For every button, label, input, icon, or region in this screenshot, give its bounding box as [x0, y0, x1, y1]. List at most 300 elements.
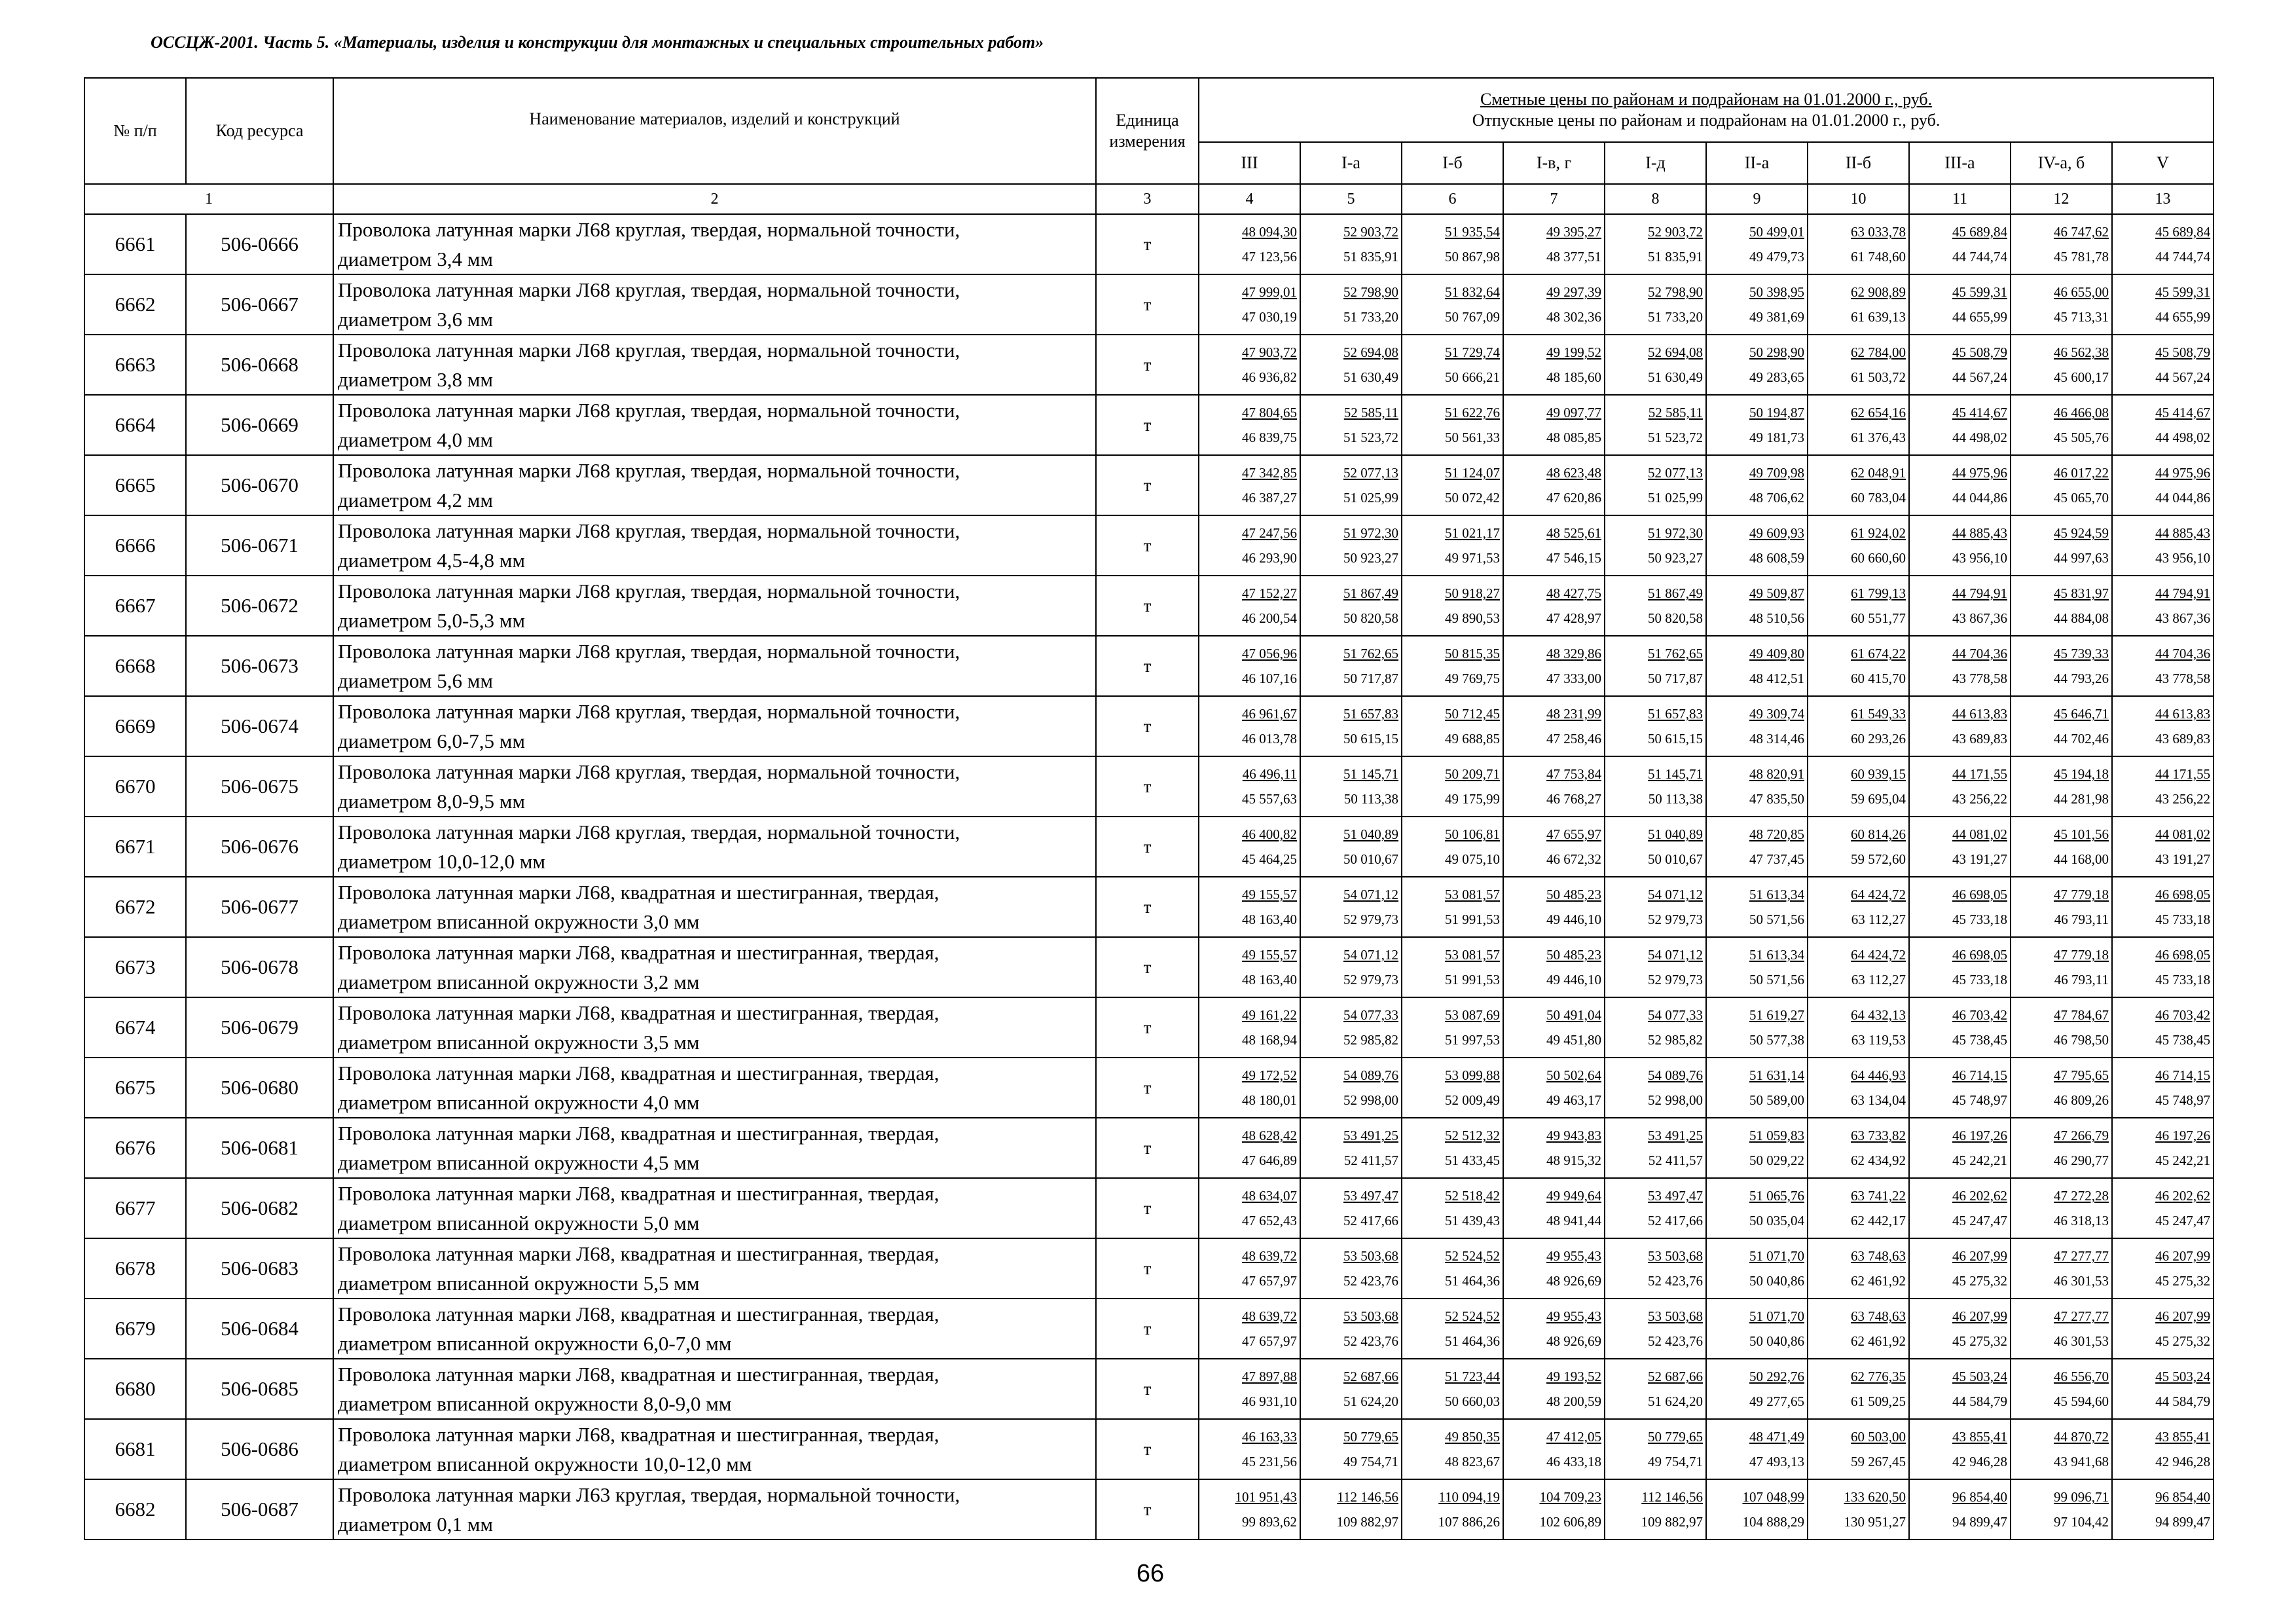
- release-price: 49 451,80: [1546, 1032, 1601, 1048]
- resource-code: 506-0666: [186, 214, 333, 274]
- price-cell: [1402, 214, 1503, 274]
- row-number: 6671: [84, 817, 186, 877]
- resource-code: 506-0672: [186, 576, 333, 636]
- material-name-line1: Проволока латунная марки Л68, квадратная и шестигранная, твердая,: [338, 881, 939, 904]
- price-cell: [1503, 214, 1605, 274]
- estimate-price: 50 292,76: [1749, 1369, 1804, 1384]
- release-price: 46 672,32: [1546, 851, 1601, 867]
- header-prices-estimate: Сметные цены по районам и подрайонам на 01.01.2000 г., руб.: [1480, 90, 1933, 109]
- release-price: 60 293,26: [1851, 731, 1906, 747]
- region-header: III-а: [1909, 142, 2011, 184]
- price-cell: [1402, 515, 1503, 576]
- price-cell: [1706, 455, 1808, 515]
- header-prices-release: Отпускные цены по районам и подрайонам на 01.01.2000 г., руб.: [1472, 111, 1941, 130]
- release-price: 44 584,79: [1952, 1393, 2007, 1409]
- page-number: 66: [1136, 1560, 1165, 1587]
- price-cell: [1808, 937, 1909, 997]
- release-price: 52 979,73: [1343, 972, 1398, 987]
- estimate-price: 44 613,83: [2155, 706, 2211, 722]
- price-cell: [1503, 636, 1605, 696]
- release-price: 45 505,76: [2054, 430, 2109, 445]
- release-price: 63 134,04: [1851, 1092, 1906, 1108]
- price-cell: [2112, 1479, 2214, 1540]
- price-cell: [1503, 274, 1605, 335]
- price-cell: [1605, 455, 1706, 515]
- resource-code: 506-0676: [186, 817, 333, 877]
- price-cell: [1605, 1178, 1706, 1238]
- price-cell: [2112, 1058, 2214, 1118]
- release-price: 49 890,53: [1445, 610, 1500, 626]
- estimate-price: 52 518,42: [1445, 1188, 1500, 1204]
- price-cell: [1706, 1118, 1808, 1178]
- release-price: 45 713,31: [2054, 309, 2109, 325]
- release-price: 52 985,82: [1648, 1032, 1703, 1048]
- estimate-price: 46 466,08: [2054, 405, 2109, 420]
- price-cell: [1808, 1118, 1909, 1178]
- row-number: 6663: [84, 335, 186, 395]
- estimate-price: 53 491,25: [1648, 1128, 1703, 1143]
- release-price: 61 503,72: [1851, 369, 1906, 385]
- price-cell: [1808, 1479, 1909, 1540]
- material-name-line2: диаметром вписанной окружности 3,2 мм: [338, 970, 700, 993]
- resource-code: 506-0681: [186, 1118, 333, 1178]
- price-cell: [2011, 696, 2112, 756]
- release-price: 49 381,69: [1749, 309, 1804, 325]
- estimate-price: 62 908,89: [1851, 284, 1906, 300]
- unit: т: [1096, 1299, 1199, 1359]
- release-price: 43 689,83: [2155, 731, 2211, 747]
- unit: т: [1096, 1359, 1199, 1419]
- release-price: 50 040,86: [1749, 1273, 1804, 1289]
- row-number: 6668: [84, 636, 186, 696]
- release-price: 60 660,60: [1851, 550, 1906, 566]
- estimate-price: 52 585,11: [1343, 405, 1398, 420]
- release-price: 43 867,36: [2155, 610, 2211, 626]
- price-cell: [1605, 1419, 1706, 1479]
- estimate-price: 63 741,22: [1851, 1188, 1906, 1204]
- unit: т: [1096, 576, 1199, 636]
- estimate-price: 45 508,79: [1952, 344, 2007, 360]
- release-price: 50 767,09: [1445, 309, 1500, 325]
- material-name-line2: диаметром вписанной окружности 4,0 мм: [338, 1091, 700, 1114]
- resource-code: 506-0671: [186, 515, 333, 576]
- row-number: 6673: [84, 937, 186, 997]
- estimate-price: 43 855,41: [2155, 1429, 2211, 1445]
- unit: т: [1096, 274, 1199, 335]
- estimate-price: 45 414,67: [1952, 405, 2007, 420]
- price-cell: [1402, 1479, 1503, 1540]
- price-cell: [1909, 997, 2011, 1058]
- estimate-price: 52 798,90: [1648, 284, 1703, 300]
- release-price: 47 620,86: [1546, 490, 1601, 506]
- table-row: [84, 937, 2214, 997]
- estimate-price: 48 639,72: [1242, 1308, 1297, 1324]
- release-price: 48 163,40: [1242, 972, 1297, 987]
- price-cell: [1503, 1359, 1605, 1419]
- estimate-price: 51 723,44: [1445, 1369, 1500, 1384]
- estimate-price: 45 739,33: [2054, 646, 2109, 661]
- release-price: 50 561,33: [1445, 430, 1500, 445]
- price-cell: [1402, 937, 1503, 997]
- price-cell: [2011, 576, 2112, 636]
- release-price: 48 706,62: [1749, 490, 1804, 506]
- estimate-price: 51 040,89: [1343, 826, 1398, 842]
- price-cell: [1300, 1178, 1402, 1238]
- material-name-line2: диаметром вписанной окружности 5,0 мм: [338, 1211, 700, 1234]
- estimate-price: 47 655,97: [1546, 826, 1601, 842]
- estimate-price: 51 972,30: [1648, 525, 1703, 541]
- price-cell: [1706, 1299, 1808, 1359]
- price-cell: [1808, 1359, 1909, 1419]
- price-cell: [1706, 1058, 1808, 1118]
- release-price: 48 302,36: [1546, 309, 1601, 325]
- unit: т: [1096, 335, 1199, 395]
- release-price: 44 584,79: [2155, 1393, 2211, 1409]
- row-number: 6679: [84, 1299, 186, 1359]
- estimate-price: 46 207,99: [2155, 1308, 2211, 1324]
- release-price: 47 030,19: [1242, 309, 1297, 325]
- price-cell: [1706, 395, 1808, 455]
- price-cell: [2112, 696, 2214, 756]
- release-price: 50 029,22: [1749, 1153, 1804, 1168]
- material-name-line1: Проволока латунная марки Л68 круглая, твердая, нормальной точности,: [338, 218, 960, 241]
- release-price: 62 461,92: [1851, 1333, 1906, 1349]
- release-price: 107 886,26: [1438, 1514, 1500, 1530]
- row-number: 6664: [84, 395, 186, 455]
- row-number: 6680: [84, 1359, 186, 1419]
- material-name: [333, 1299, 1096, 1359]
- estimate-price: 64 446,93: [1851, 1067, 1906, 1083]
- price-cell: [1199, 515, 1300, 576]
- release-price: 104 888,29: [1742, 1514, 1804, 1530]
- material-name-line2: диаметром 3,8 мм: [338, 368, 493, 391]
- price-cell: [1503, 997, 1605, 1058]
- release-price: 48 608,59: [1749, 550, 1804, 566]
- estimate-price: 45 689,84: [2155, 224, 2211, 240]
- estimate-price: 50 398,95: [1749, 284, 1804, 300]
- estimate-price: 96 854,40: [1952, 1489, 2007, 1505]
- estimate-price: 61 799,13: [1851, 585, 1906, 601]
- estimate-price: 50 499,01: [1749, 224, 1804, 240]
- release-price: 52 411,57: [1648, 1153, 1703, 1168]
- price-cell: [1199, 274, 1300, 335]
- table-row: [84, 997, 2214, 1058]
- price-cell: [1402, 1058, 1503, 1118]
- row-number: 6666: [84, 515, 186, 576]
- price-cell: [1402, 997, 1503, 1058]
- table-row: [84, 395, 2214, 455]
- release-price: 51 433,45: [1445, 1153, 1500, 1168]
- price-cell: [1300, 997, 1402, 1058]
- release-price: 49 479,73: [1749, 249, 1804, 265]
- price-cell: [1706, 636, 1808, 696]
- material-name: [333, 696, 1096, 756]
- estimate-price: 46 207,99: [2155, 1248, 2211, 1264]
- estimate-price: 47 804,65: [1242, 405, 1297, 420]
- estimate-price: 47 784,67: [2054, 1007, 2109, 1023]
- price-cell: [1300, 756, 1402, 817]
- price-cell: [1300, 1118, 1402, 1178]
- price-cell: [1300, 1419, 1402, 1479]
- release-price: 52 417,66: [1343, 1213, 1398, 1228]
- release-price: 49 283,65: [1749, 369, 1804, 385]
- price-cell: [1199, 756, 1300, 817]
- release-price: 49 446,10: [1546, 912, 1601, 927]
- release-price: 50 577,38: [1749, 1032, 1804, 1048]
- price-cell: [1706, 214, 1808, 274]
- estimate-price: 47 272,28: [2054, 1188, 2109, 1204]
- table-row: [84, 1118, 2214, 1178]
- price-cell: [1808, 515, 1909, 576]
- release-price: 48 941,44: [1546, 1213, 1601, 1228]
- estimate-price: 60 503,00: [1851, 1429, 1906, 1445]
- price-cell: [1909, 1118, 2011, 1178]
- estimate-price: 49 509,87: [1749, 585, 1804, 601]
- release-price: 52 009,49: [1445, 1092, 1500, 1108]
- release-price: 61 509,25: [1851, 1393, 1906, 1409]
- table-row: [84, 696, 2214, 756]
- unit: т: [1096, 214, 1199, 274]
- price-cell: [1605, 395, 1706, 455]
- price-cell: [2011, 274, 2112, 335]
- release-price: 49 181,73: [1749, 430, 1804, 445]
- price-cell: [1402, 274, 1503, 335]
- estimate-price: 45 831,97: [2054, 585, 2109, 601]
- price-cell: [1199, 395, 1300, 455]
- release-price: 43 256,22: [1952, 791, 2007, 807]
- price-cell: [1300, 1058, 1402, 1118]
- material-name: [333, 214, 1096, 274]
- price-cell: [1300, 1359, 1402, 1419]
- price-cell: [2112, 636, 2214, 696]
- material-name-line2: диаметром 3,6 мм: [338, 308, 493, 331]
- estimate-price: 61 549,33: [1851, 706, 1906, 722]
- estimate-price: 47 247,56: [1242, 525, 1297, 541]
- price-cell: [1199, 937, 1300, 997]
- row-number: 6675: [84, 1058, 186, 1118]
- estimate-price: 53 081,57: [1445, 947, 1500, 963]
- release-price: 50 923,27: [1343, 550, 1398, 566]
- estimate-price: 44 704,36: [1952, 646, 2007, 661]
- estimate-price: 45 599,31: [1952, 284, 2007, 300]
- price-cell: [2112, 515, 2214, 576]
- estimate-price: 64 424,72: [1851, 887, 1906, 902]
- table-body: [84, 214, 2214, 1540]
- estimate-price: 45 101,56: [2054, 826, 2109, 842]
- price-cell: [2112, 756, 2214, 817]
- estimate-price: 46 400,82: [1242, 826, 1297, 842]
- unit: т: [1096, 877, 1199, 937]
- estimate-price: 45 646,71: [2054, 706, 2109, 722]
- unit: т: [1096, 817, 1199, 877]
- unit: т: [1096, 455, 1199, 515]
- material-name-line1: Проволока латунная марки Л68, квадратная и шестигранная, твердая,: [338, 1242, 939, 1265]
- price-cell: [1909, 576, 2011, 636]
- price-cell: [1199, 997, 1300, 1058]
- estimate-price: 48 427,75: [1546, 585, 1601, 601]
- release-price: 46 013,78: [1242, 731, 1297, 747]
- price-cell: [1706, 274, 1808, 335]
- estimate-price: 49 609,93: [1749, 525, 1804, 541]
- unit: т: [1096, 1178, 1199, 1238]
- row-number: 6669: [84, 696, 186, 756]
- resource-code: 506-0669: [186, 395, 333, 455]
- price-cell: [1300, 335, 1402, 395]
- row-number: 6667: [84, 576, 186, 636]
- estimate-price: 51 867,49: [1343, 585, 1398, 601]
- estimate-price: 44 613,83: [1952, 706, 2007, 722]
- row-number: 6661: [84, 214, 186, 274]
- column-number: 4: [1199, 184, 1300, 214]
- release-price: 130 951,27: [1844, 1514, 1906, 1530]
- estimate-price: 50 712,45: [1445, 706, 1500, 722]
- release-price: 50 113,38: [1648, 791, 1703, 807]
- price-cell: [1605, 335, 1706, 395]
- unit: т: [1096, 1118, 1199, 1178]
- material-name-line2: диаметром 5,6 мм: [338, 669, 493, 692]
- estimate-price: 49 850,35: [1445, 1429, 1500, 1445]
- estimate-price: 48 094,30: [1242, 224, 1297, 240]
- price-cell: [1503, 1238, 1605, 1299]
- column-numbers-row: [84, 184, 2214, 214]
- estimate-price: 45 924,59: [2054, 525, 2109, 541]
- release-price: 47 428,97: [1546, 610, 1601, 626]
- price-cell: [1909, 877, 2011, 937]
- release-price: 94 899,47: [2155, 1514, 2211, 1530]
- price-cell: [1808, 1419, 1909, 1479]
- estimate-price: 52 694,08: [1343, 344, 1398, 360]
- price-cell: [1300, 877, 1402, 937]
- unit: т: [1096, 515, 1199, 576]
- header-name: Наименование материалов, изделий и конструкций: [333, 78, 1096, 184]
- row-number: 6662: [84, 274, 186, 335]
- estimate-price: 52 077,13: [1648, 465, 1703, 481]
- release-price: 45 275,32: [2155, 1273, 2211, 1289]
- release-price: 44 567,24: [2155, 369, 2211, 385]
- material-name-line1: Проволока латунная марки Л68 круглая, твердая, нормальной точности,: [338, 640, 960, 663]
- price-cell: [2011, 515, 2112, 576]
- price-cell: [1605, 1238, 1706, 1299]
- release-price: 45 275,32: [1952, 1273, 2007, 1289]
- release-price: 52 423,76: [1648, 1333, 1703, 1349]
- price-cell: [1402, 335, 1503, 395]
- price-cell: [1909, 817, 2011, 877]
- release-price: 49 971,53: [1445, 550, 1500, 566]
- price-cell: [1909, 1299, 2011, 1359]
- price-cell: [1909, 696, 2011, 756]
- estimate-price: 53 503,68: [1648, 1248, 1703, 1264]
- estimate-price: 51 040,89: [1648, 826, 1703, 842]
- release-price: 50 072,42: [1445, 490, 1500, 506]
- release-price: 45 748,97: [1952, 1092, 2007, 1108]
- estimate-price: 60 939,15: [1851, 766, 1906, 782]
- release-price: 109 882,97: [1336, 1514, 1398, 1530]
- price-cell: [2112, 576, 2214, 636]
- price-cell: [1503, 335, 1605, 395]
- price-cell: [1402, 1178, 1503, 1238]
- region-header: I-б: [1402, 142, 1503, 184]
- estimate-price: 44 794,91: [2155, 585, 2211, 601]
- price-cell: [2011, 636, 2112, 696]
- release-price: 43 956,10: [2155, 550, 2211, 566]
- estimate-price: 53 503,68: [1343, 1308, 1398, 1324]
- release-price: 48 163,40: [1242, 912, 1297, 927]
- estimate-price: 48 471,49: [1749, 1429, 1804, 1445]
- price-cell: [2112, 817, 2214, 877]
- price-cell: [1909, 395, 2011, 455]
- column-number: 8: [1605, 184, 1706, 214]
- release-price: 97 104,42: [2054, 1514, 2109, 1530]
- estimate-price: 52 687,66: [1343, 1369, 1398, 1384]
- estimate-price: 63 033,78: [1851, 224, 1906, 240]
- release-price: 44 655,99: [1952, 309, 2007, 325]
- release-price: 43 941,68: [2054, 1454, 2109, 1469]
- material-name: [333, 1058, 1096, 1118]
- material-name: [333, 1118, 1096, 1178]
- material-name-line2: диаметром 4,5-4,8 мм: [338, 549, 526, 572]
- price-cell: [1503, 1479, 1605, 1540]
- estimate-price: 44 081,02: [2155, 826, 2211, 842]
- release-price: 44 044,86: [1952, 490, 2007, 506]
- region-header: II-а: [1706, 142, 1808, 184]
- estimate-price: 46 698,05: [1952, 887, 2007, 902]
- material-name: [333, 1479, 1096, 1540]
- material-name: [333, 455, 1096, 515]
- estimate-price: 51 729,74: [1445, 344, 1500, 360]
- estimate-price: 51 145,71: [1648, 766, 1703, 782]
- release-price: 43 778,58: [2155, 671, 2211, 686]
- price-cell: [2011, 455, 2112, 515]
- estimate-price: 54 071,12: [1648, 947, 1703, 963]
- release-price: 47 123,56: [1242, 249, 1297, 265]
- resource-code: 506-0684: [186, 1299, 333, 1359]
- material-name-line2: диаметром 10,0-12,0 мм: [338, 850, 546, 873]
- release-price: 45 733,18: [2155, 912, 2211, 927]
- estimate-price: 53 497,47: [1343, 1188, 1398, 1204]
- table-row: [84, 576, 2214, 636]
- material-name: [333, 997, 1096, 1058]
- estimate-price: 47 412,05: [1546, 1429, 1601, 1445]
- release-price: 50 010,67: [1648, 851, 1703, 867]
- release-price: 44 884,08: [2054, 610, 2109, 626]
- price-cell: [1402, 1118, 1503, 1178]
- material-name-line1: Проволока латунная марки Л63 круглая, твердая, нормальной точности,: [338, 1483, 960, 1506]
- estimate-price: 62 776,35: [1851, 1369, 1906, 1384]
- price-cell: [1300, 214, 1402, 274]
- estimate-price: 45 599,31: [2155, 284, 2211, 300]
- estimate-price: 60 814,26: [1851, 826, 1906, 842]
- material-name-line1: Проволока латунная марки Л68, квадратная и шестигранная, твердая,: [338, 1001, 939, 1024]
- estimate-price: 47 897,88: [1242, 1369, 1297, 1384]
- price-cell: [1300, 395, 1402, 455]
- material-name: [333, 877, 1096, 937]
- estimate-price: 44 794,91: [1952, 585, 2007, 601]
- row-number: 6682: [84, 1479, 186, 1540]
- estimate-price: 101 951,43: [1235, 1489, 1297, 1505]
- table-row: [84, 636, 2214, 696]
- price-cell: [1503, 1419, 1605, 1479]
- price-cell: [1402, 756, 1503, 817]
- release-price: 46 293,90: [1242, 550, 1297, 566]
- estimate-price: 53 491,25: [1343, 1128, 1398, 1143]
- estimate-price: 62 654,16: [1851, 405, 1906, 420]
- price-cell: [1503, 877, 1605, 937]
- release-price: 52 979,73: [1648, 972, 1703, 987]
- estimate-price: 46 714,15: [1952, 1067, 2007, 1083]
- price-cell: [1503, 455, 1605, 515]
- release-price: 47 657,97: [1242, 1333, 1297, 1349]
- price-cell: [1808, 877, 1909, 937]
